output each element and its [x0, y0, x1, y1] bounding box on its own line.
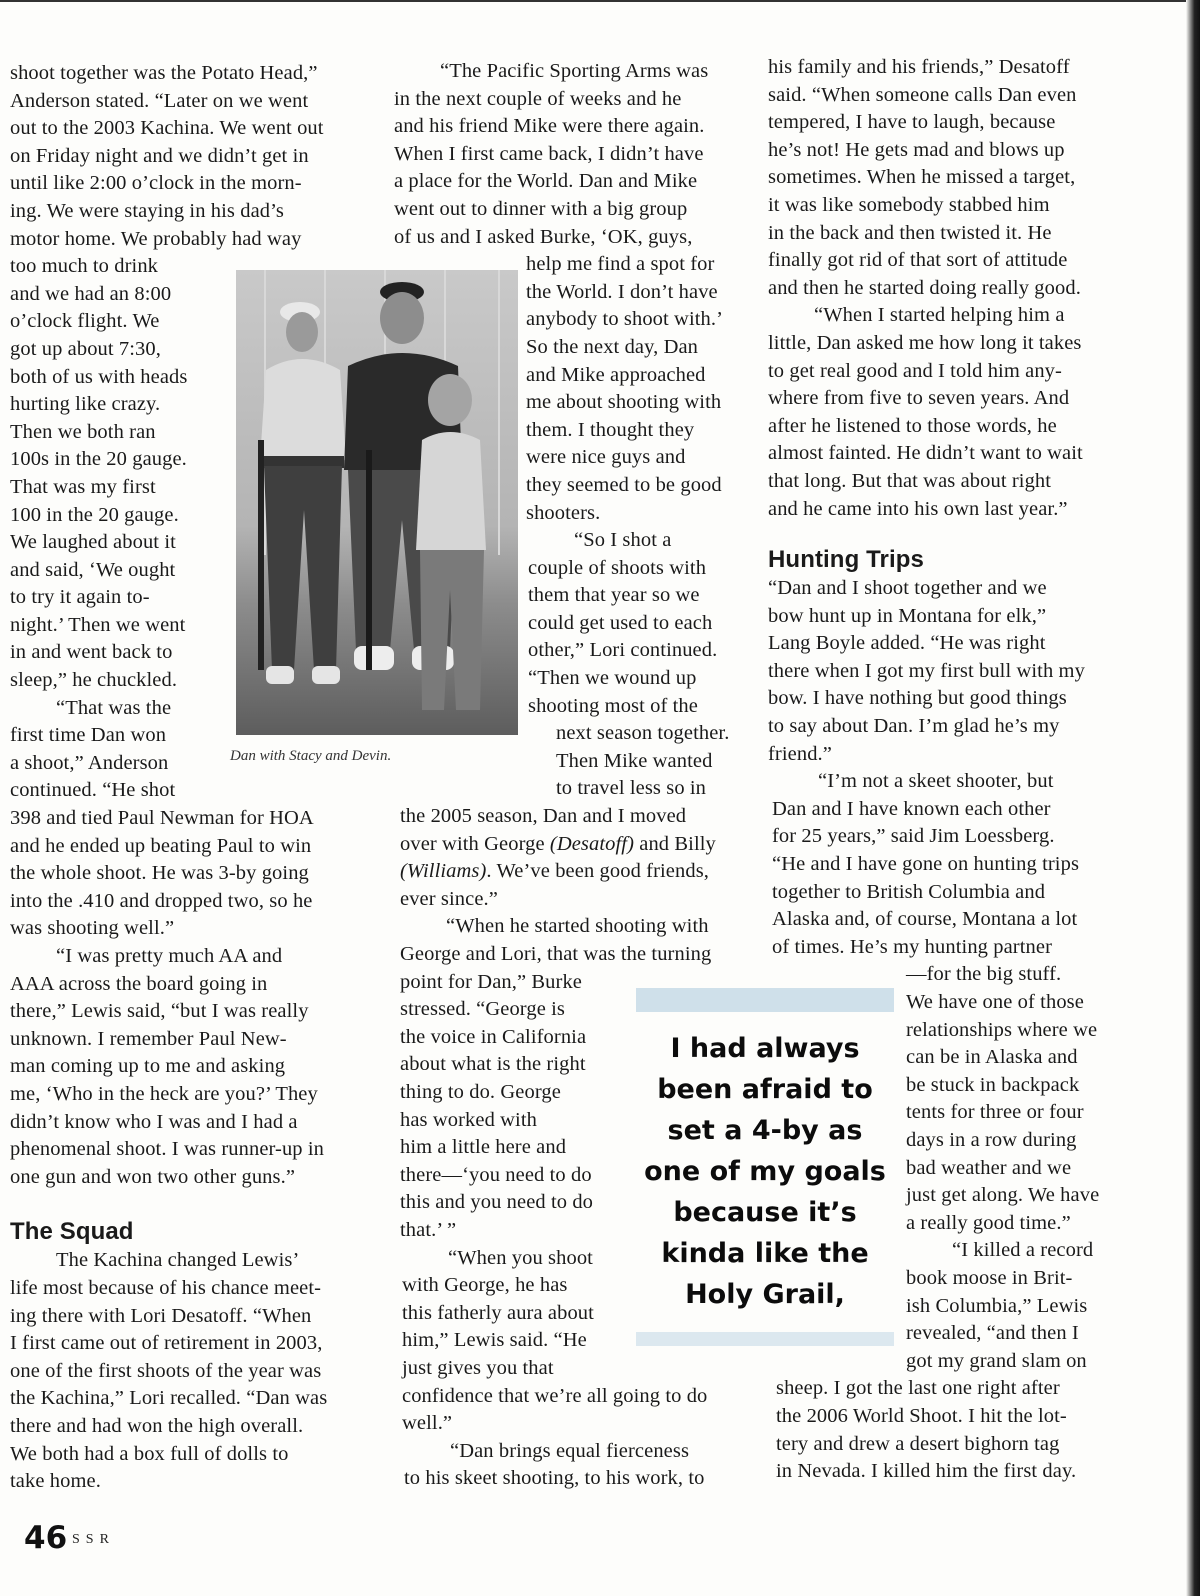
text-line: them. I thought they: [526, 418, 695, 441]
text-line: relationships where we: [906, 1018, 1098, 1041]
text-line: just gives you that: [402, 1356, 554, 1379]
text-line: AAA across the board going in: [10, 972, 268, 995]
text-line: the 2006 World Shoot. I hit the lot-: [776, 1404, 1067, 1427]
text-line: went out to dinner with a big group: [394, 197, 688, 220]
text-line: for 25 years,” said Jim Loessberg.: [772, 825, 1055, 848]
text-line: “Dan and I shoot together and we: [768, 577, 1047, 600]
text-line: a really good time.”: [906, 1211, 1071, 1234]
text-line: finally got rid of that sort of attitude: [768, 249, 1068, 272]
text-line: one gun and won two other guns.”: [10, 1165, 296, 1188]
text-line: ing. We were staying in his dad’s: [10, 199, 284, 222]
page-edge-shadow: [1186, 0, 1200, 1596]
text-line: phenomenal shoot. I was runner-up in: [10, 1138, 325, 1161]
text-line: has worked with: [400, 1108, 538, 1131]
text-line: book moose in Brit-: [906, 1266, 1073, 1289]
text-line: that.’ ”: [400, 1218, 457, 1241]
text-line: Anderson stated. “Later on we went: [10, 89, 309, 112]
text-line: tery and drew a desert bighorn tag: [776, 1432, 1060, 1455]
text-line: in and went back to: [10, 641, 173, 664]
text-line: friend.”: [768, 742, 832, 765]
col3-para2: [768, 302, 1128, 523]
text-line: Then we both ran: [10, 420, 156, 443]
text-line: “That was the: [56, 696, 172, 719]
text-line: ever since.”: [400, 887, 498, 910]
text-line: can be in Alaska and: [906, 1046, 1078, 1069]
text-line: We have one of those: [906, 991, 1084, 1013]
text-line: (Williams). We’ve been good friends,: [400, 860, 710, 883]
text-line: We both had a box full of dolls to: [10, 1442, 289, 1465]
text-line: “So I shot a: [574, 529, 672, 552]
text-line: together to British Columbia and: [772, 880, 1046, 903]
pull-quote-line: one of my goals: [644, 1156, 886, 1187]
text-line: life most because of his chance meet-: [10, 1276, 322, 1299]
text-line: and then he started doing really good.: [768, 276, 1081, 299]
text-line: him a little here and: [400, 1136, 567, 1159]
text-line: there and had won the high overall.: [10, 1414, 304, 1437]
pull-quote-line: been afraid to: [657, 1074, 873, 1105]
text-line: tents for three or four: [906, 1101, 1084, 1124]
pull-quote-line: because it’s: [673, 1197, 857, 1228]
text-line: on Friday night and we didn’t get in: [10, 144, 309, 167]
text-line: 398 and tied Paul Newman for HOA: [10, 807, 314, 830]
text-line: stressed. “George is: [400, 998, 566, 1021]
text-line: this fatherly aura about: [402, 1301, 594, 1324]
text-line: was shooting well.”: [10, 917, 175, 940]
text-line: to get real good and I told him any-: [768, 359, 1062, 382]
text-line: were nice guys and: [526, 446, 686, 469]
text-line: could get used to each: [528, 611, 713, 634]
col3-para5: [768, 1237, 1128, 1485]
text-line: “The Pacific Sporting Arms was: [440, 60, 709, 82]
text-line: thing to do. George: [400, 1080, 561, 1103]
text-line: and said, ‘We ought: [10, 558, 176, 581]
text-line: they seemed to be good: [526, 473, 722, 496]
text-line: the Kachina,” Lori recalled. “Dan was: [10, 1387, 328, 1410]
col3-para1: [768, 54, 1128, 302]
text-line: me about shooting with: [526, 391, 722, 414]
text-line: and his friend Mike were there again.: [394, 115, 705, 138]
text-line: and we had an 8:00: [10, 282, 172, 305]
text-line: in the back and then twisted it. He: [768, 221, 1052, 244]
text-line: That was my first: [10, 475, 156, 498]
text-line: in the next couple of weeks and he: [394, 87, 682, 110]
text-line: it was like somebody stabbed him: [768, 193, 1050, 216]
text-line: about what is the right: [400, 1053, 586, 1076]
text-line: shooting most of the: [528, 694, 698, 717]
text-line: to travel less so in: [556, 777, 707, 800]
text-line: be stuck in backpack: [906, 1073, 1080, 1096]
text-line: 100 in the 20 gauge.: [10, 503, 179, 526]
text-line: out to the 2003 Kachina. We went out: [10, 117, 324, 140]
text-line: where from five to seven years. And: [768, 387, 1070, 410]
text-line: —for the big stuff.: [906, 963, 1062, 986]
text-line: the World. I don’t have: [526, 280, 718, 303]
text-line: continued. “He shot: [10, 779, 176, 802]
text-line: sheep. I got the last one right after: [776, 1377, 1060, 1400]
col2-para5: [404, 1438, 744, 1493]
text-line: 100s in the 20 gauge.: [10, 448, 187, 471]
text-line: a place for the World. Dan and Mike: [394, 170, 698, 193]
text-line: both of us with heads: [10, 365, 188, 388]
text-line: motor home. We probably had way: [10, 227, 302, 250]
text-line: I first came out of retirement in 2003,: [10, 1332, 323, 1355]
text-line: got my grand slam on: [906, 1349, 1087, 1372]
text-line: sometimes. When he missed a target,: [768, 166, 1076, 189]
col3-para3: [768, 575, 1128, 768]
text-line: to try it again to-: [10, 586, 150, 609]
text-line: Lang Boyle added. “He was right: [768, 632, 1046, 655]
text-line: George and Lori, that was the turning: [400, 943, 712, 965]
text-line: night.’ Then we went: [10, 613, 186, 636]
text-line: next season together.: [556, 722, 730, 745]
text-line: too much to drink: [10, 255, 159, 278]
text-line: anybody to shoot with.’: [526, 308, 724, 331]
text-line: sleep,” he chuckled.: [10, 669, 178, 692]
text-line: “I was pretty much AA and: [56, 945, 283, 967]
text-line: to say about Dan. I’m glad he’s my: [768, 715, 1060, 738]
text-line: him,” Lewis said. “He: [402, 1329, 587, 1352]
text-line: one of the first shoots of the year was: [10, 1359, 322, 1382]
text-line: and he came into his own last year.”: [768, 497, 1068, 520]
text-line: and Mike approached: [526, 363, 706, 386]
text-line: couple of shoots with: [528, 556, 707, 579]
text-line: he’s not! He gets mad and blows up: [768, 138, 1065, 161]
section-heading-hunting-trips: Hunting Trips: [768, 546, 924, 574]
text-line: unknown. I remember Paul New-: [10, 1027, 287, 1050]
text-line: take home.: [10, 1470, 101, 1493]
text-line: until like 2:00 o’clock in the morn-: [10, 172, 302, 195]
pull-quote-line: set a 4-by as: [667, 1115, 863, 1146]
text-line: ish Columbia,” Lewis: [906, 1294, 1088, 1317]
col3-para4: [772, 768, 1128, 1237]
text-line: Then Mike wanted: [556, 749, 713, 772]
column-3: [768, 54, 1128, 1486]
text-line: the 2005 season, Dan and I moved: [400, 805, 687, 828]
text-line: point for Dan,” Burke: [400, 970, 582, 993]
text-line: other,” Lori continued.: [528, 639, 718, 662]
text-line: just get along. We have: [906, 1184, 1100, 1207]
text-line: The Kachina changed Lewis’: [56, 1249, 300, 1272]
pull-quote-line: Holy Grail,: [685, 1279, 845, 1310]
text-line: tempered, I have to laugh, because: [768, 111, 1056, 134]
text-line: of times. He’s my hunting partner: [772, 935, 1052, 958]
text-line: me, ‘Who in the heck are you?’ They: [10, 1082, 318, 1105]
text-line: ing there with Lori Desatoff. “When: [10, 1304, 312, 1327]
text-line: o’clock flight. We: [10, 310, 160, 333]
text-line: didn’t know who I was and I had a: [10, 1110, 298, 1133]
text-line: the voice in California: [400, 1025, 587, 1048]
text-line: help me find a spot for: [526, 253, 715, 276]
text-line: there,” Lewis said, “but I was really: [10, 1000, 309, 1023]
col2-para2: [394, 527, 744, 913]
text-line: “I’m not a skeet shooter, but: [818, 770, 1054, 793]
text-line: “I killed a record: [952, 1239, 1094, 1262]
page-number: 46: [24, 1520, 68, 1556]
text-line: this and you need to do: [400, 1191, 594, 1214]
text-line: little, Dan asked me how long it takes: [768, 331, 1082, 354]
text-line: them that year so we: [528, 584, 700, 607]
text-line: over with George (Desatoff) and Billy: [400, 832, 716, 855]
text-line: well.”: [402, 1412, 453, 1435]
text-line: bow. I have nothing but good things: [768, 687, 1067, 710]
photo-caption: Dan with Stacy and Devin.: [230, 748, 392, 764]
text-line: there—‘you need to do: [400, 1163, 592, 1186]
text-line: days in a row during: [906, 1128, 1077, 1151]
text-line: “When he started shooting with: [446, 915, 709, 938]
text-line: in Nevada. I killed him the first day.: [776, 1460, 1077, 1483]
text-line: of us and I asked Burke, ‘OK, guys,: [394, 225, 693, 248]
text-line: revealed, “and then I: [906, 1322, 1079, 1345]
text-line: confidence that we’re all going to do: [402, 1384, 708, 1407]
text-line: “Then we wound up: [528, 667, 697, 690]
text-line: shooters.: [526, 501, 601, 524]
text-line: that long. But that was about right: [768, 469, 1052, 492]
top-rule: [0, 0, 1200, 2]
section-heading-squad: The Squad: [10, 1218, 134, 1246]
col2-para1: [394, 58, 744, 527]
text-line: Alaska and, of course, Montana a lot: [772, 908, 1078, 931]
text-line: Dan and I have known each other: [772, 797, 1051, 820]
text-line: “He and I have gone on hunting trips: [772, 853, 1080, 876]
pull-quote-line: I had always: [670, 1033, 860, 1064]
text-line: When I first came back, I didn’t have: [394, 142, 704, 165]
text-line: to his skeet shooting, to his work, to: [404, 1467, 705, 1490]
magazine-name: SSR: [72, 1532, 115, 1547]
text-line: a shoot,” Anderson: [10, 751, 169, 774]
text-line: “When you shoot: [448, 1246, 593, 1269]
text-line: said. “When someone calls Dan even: [768, 83, 1077, 106]
text-line: with George, he has: [402, 1274, 568, 1297]
text-line: man coming up to me and asking: [10, 1055, 286, 1078]
col1-para4: [10, 1247, 380, 1495]
text-line: bow hunt up in Montana for elk,”: [768, 604, 1047, 627]
text-line: and he ended up beating Paul to win: [10, 834, 312, 857]
text-line: after he listened to those words, he: [768, 414, 1057, 437]
text-line: We laughed about it: [10, 531, 176, 554]
col1-para3: [10, 943, 380, 1191]
text-line: into the .410 and dropped two, so he: [10, 889, 313, 912]
text-line: shoot together was the Potato Head,”: [10, 62, 318, 84]
text-line: there when I got my first bull with my: [768, 659, 1085, 682]
text-line: almost fainted. He didn’t want to wait: [768, 442, 1083, 465]
pull-quote-line: kinda like the: [661, 1238, 869, 1269]
text-line: So the next day, Dan: [526, 335, 699, 358]
text-line: “Dan brings equal fierceness: [450, 1439, 690, 1462]
text-line: bad weather and we: [906, 1156, 1072, 1179]
text-line: hurting like crazy.: [10, 393, 161, 416]
text-line: the whole shoot. He was 3-by going: [10, 862, 309, 885]
text-line: “When I started helping him a: [814, 304, 1065, 327]
text-line: got up about 7:30,: [10, 337, 161, 360]
text-line: first time Dan won: [10, 724, 167, 747]
text-line: his family and his friends,” Desatoff: [768, 56, 1070, 78]
